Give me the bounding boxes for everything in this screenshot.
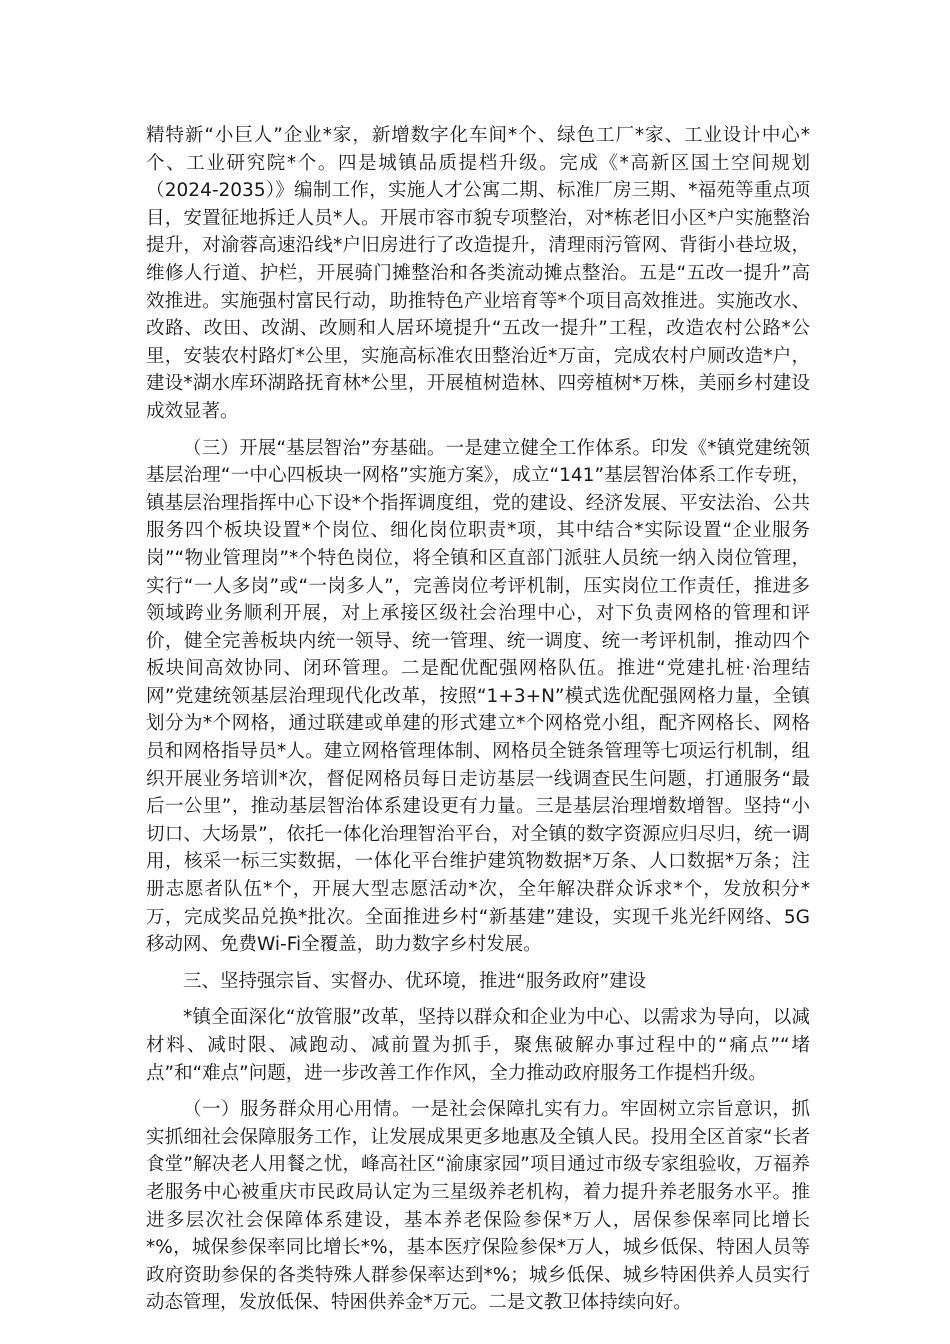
section-heading-service-government: 三、坚持强宗旨、实督办、优环境，推进“服务政府”建设	[183, 970, 647, 992]
document-page	[146, 122, 810, 1326]
paragraph-serve-the-public: （一）服务群众用心用情。一是社会保障扎实有力。牢固树立宗旨意识，抓实抓细社会保障服务工作，让发展成果更多地惠及全镇人民。投用全区首家“长者食堂”解决老人用餐之忧，峰高社区“渝康家园”项目通过市级专家组验收，万福养老服务中心被重庆市民政局认定为三星级养老机构，着力提升养老服务水平。推进多层次社会保障体系建设，基本养老保险参保*万人，居保参保率同比增长*%，城保参保率同比增长*%，基本医疗保险参保*万人，城乡低保、特困人员等政府资助参保的各类特殊人群参保率达到*%；城乡低保、城乡特困供养人员实行动态管理，发放低保、特困供养金*万元。二是文教卫体持续向好。	[146, 1099, 810, 1314]
paragraph-grassroots-governance: （三）开展“基层智治”夯基础。一是建立健全工作体系。印发《*镇党建统领基层治理“一中心四板块一网格”实施方案》，成立“141”基层智治体系工作专班，镇基层治理指挥中心下设*个指挥调度组，党的建设、经济发展、平安法治、公共服务四个板块设置*个岗位、细化岗位职责*项，其中结合*实际设置“企业服务岗”“物业管理岗”*个特色岗位，将全镇和区直部门派驻人员统一纳入岗位管理，实行“一人多岗”或“一岗多人”，完善岗位考评机制，压实岗位工作责任，推进多领域跨业务顺利开展，对上承接区级社会治理中心，对下负责网格的管理和评价，健全完善板块内统一领导、统一管理、统一调度、统一考评机制，推动四个板块间高效协同、闭环管理。二是配优配强网格队伍。推进“党建扎桩·治理结网”党建统领基层治理现代化改革，按照“1+3+N”模式选优配强网格力量，全镇划分为*个网格，通过联建或单建的形式建立*个网格党小组，配齐网格长、网格员和网格指导员*人。建立网格管理体制、网格员全链条管理等七项运行机制，组织开展业务培训*次，督促网格员每日走访基层一线调查民生问题，打通服务“最后一公里”，推动基层智治体系建设更有力量。三是基层治理增数增智。坚持“小切口、大场景”，依托一体化治理智治平台，对全镇的数字资源应归尽归，统一调用，核采一标三实数据，一体化平台维护建筑物数据*万条、人口数据*万条；注册志愿者队伍*个，开展大型志愿活动*次，全年解决群众诉求*个，发放积分*万，完成奖品兑换*批次。全面推进乡村“新基建”建设，实现千兆光纤网络、5G移动网、免费Wi-Fi全覆盖，助力数字乡村发展。	[146, 437, 810, 956]
paragraph-rural-development: 精特新“小巨人”企业*家，新增数字化车间*个、绿色工厂*家、工业设计中心*个、工业研究院*个。四是城镇品质提档升级。完成《*高新区国土空间规划（2024-2035）》编制工作，实施人才公寓二期、标准厂房三期、*福苑等重点项目，安置征地拆迁人员*人。开展市容市貌专项整治，对*栋老旧小区*户实施整治提升，对渝蓉高速沿线*户旧房进行了改造提升，清理雨污管网、背街小巷垃圾，维修人行道、护栏，开展骑门摊整治和各类流动摊点整治。五是“五改一提升”高效推进。实施强村富民行动，助推特色产业培育等*个项目高效推进。实施改水、改路、改田、改湖、改厕和人居环境提升“五改一提升”工程，改造农村公路*公里，安装农村路灯*公里，实施高标准农田整治近*万亩，完成农村户厕改造*户，建设*湖水库环湖路抚育林*公里，开展植树造林、四旁植树*万株，美丽乡村建设成效显著。	[146, 125, 810, 422]
paragraph-service-reform: *镇全面深化“放管服”改革，坚持以群众和企业为中心、以需求为导向，以减材料、减时限、减跑动、减前置为抓手，聚焦破解办事过程中的“痛点”“堵点”和“难点”问题，进一步改善工作作风，全力推动政府服务工作提档升级。	[146, 1007, 810, 1084]
